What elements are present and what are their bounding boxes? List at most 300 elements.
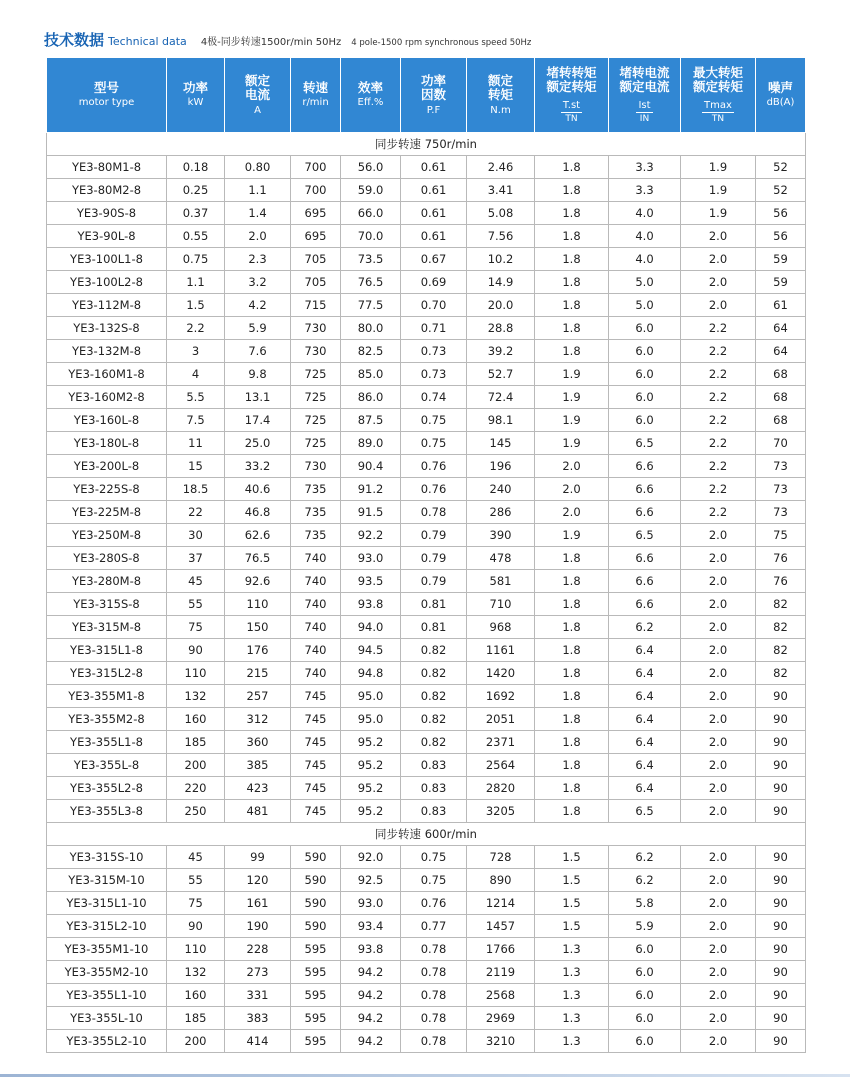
table-row: [47, 1007, 806, 1030]
table-cell: 0.73: [401, 363, 467, 386]
table-cell: 2.2: [681, 386, 756, 409]
table-cell: YE3-225M-8: [47, 501, 167, 524]
table-row: [47, 777, 806, 800]
table-cell: 2.0: [681, 524, 756, 547]
table-cell: 90: [756, 846, 806, 869]
table-row: [47, 961, 806, 984]
header-current: 额定 电流 A: [225, 58, 291, 133]
table-cell: 90: [167, 639, 225, 662]
table-cell: 90: [756, 869, 806, 892]
table-cell: 40.6: [225, 478, 291, 501]
table-cell: 2.0: [681, 685, 756, 708]
table-cell: 94.8: [341, 662, 401, 685]
header-speed: 转速 r/min: [291, 58, 341, 133]
table-row: [47, 639, 806, 662]
table-cell: 14.9: [467, 271, 535, 294]
table-cell: 200: [167, 754, 225, 777]
table-cell: 95.0: [341, 708, 401, 731]
table-cell: 59: [756, 271, 806, 294]
table-cell: 2.2: [167, 317, 225, 340]
table-cell: 0.69: [401, 271, 467, 294]
table-cell: 22: [167, 501, 225, 524]
table-cell: 1.8: [535, 340, 609, 363]
table-cell: 1.4: [225, 202, 291, 225]
table-cell: 740: [291, 662, 341, 685]
table-cell: 25.0: [225, 432, 291, 455]
table-cell: 176: [225, 639, 291, 662]
table-cell: 6.0: [609, 317, 681, 340]
table-row: [47, 294, 806, 317]
table-cell: 90: [756, 777, 806, 800]
table-cell: 1.3: [535, 1007, 609, 1030]
table-cell: 6.4: [609, 662, 681, 685]
table-cell: 18.5: [167, 478, 225, 501]
table-cell: 185: [167, 731, 225, 754]
table-row: [47, 524, 806, 547]
table-cell: YE3-100L1-8: [47, 248, 167, 271]
table-cell: 6.4: [609, 754, 681, 777]
table-cell: 3.2: [225, 271, 291, 294]
table-cell: 73.5: [341, 248, 401, 271]
table-cell: 59.0: [341, 179, 401, 202]
table-row: [47, 1030, 806, 1053]
table-cell: 7.6: [225, 340, 291, 363]
table-cell: 360: [225, 731, 291, 754]
table-cell: 11: [167, 432, 225, 455]
table-row: [47, 708, 806, 731]
table-cell: 2.0: [681, 616, 756, 639]
table-cell: 94.2: [341, 1007, 401, 1030]
table-cell: 68: [756, 386, 806, 409]
table-cell: 1.8: [535, 754, 609, 777]
table-cell: 481: [225, 800, 291, 823]
table-cell: 68: [756, 409, 806, 432]
table-cell: YE3-280M-8: [47, 570, 167, 593]
table-cell: 73: [756, 478, 806, 501]
table-cell: 745: [291, 800, 341, 823]
table-cell: 695: [291, 225, 341, 248]
table-cell: 390: [467, 524, 535, 547]
header-max-torque-ratio: 最大转矩 额定转矩 Tmax TN: [681, 58, 756, 133]
table-cell: YE3-250M-8: [47, 524, 167, 547]
table-cell: 2.0: [681, 800, 756, 823]
table-row: [47, 869, 806, 892]
table-cell: 15: [167, 455, 225, 478]
table-cell: 1.8: [535, 731, 609, 754]
table-cell: 92.0: [341, 846, 401, 869]
table-cell: 0.75: [401, 846, 467, 869]
table-header-row: [47, 58, 806, 133]
table-cell: 1.8: [535, 616, 609, 639]
table-cell: 39.2: [467, 340, 535, 363]
table-row: [47, 409, 806, 432]
table-row: [47, 892, 806, 915]
table-row: [47, 501, 806, 524]
table-cell: 0.55: [167, 225, 225, 248]
table-cell: YE3-80M2-8: [47, 179, 167, 202]
table-cell: 1214: [467, 892, 535, 915]
table-cell: 2371: [467, 731, 535, 754]
table-cell: 6.2: [609, 846, 681, 869]
table-cell: 1.9: [535, 524, 609, 547]
table-cell: 2.0: [681, 271, 756, 294]
table-cell: 4: [167, 363, 225, 386]
table-cell: 590: [291, 915, 341, 938]
table-cell: 196: [467, 455, 535, 478]
table-cell: 1.9: [681, 179, 756, 202]
table-cell: 6.6: [609, 478, 681, 501]
table-cell: 90: [756, 892, 806, 915]
table-cell: YE3-100L2-8: [47, 271, 167, 294]
table-cell: 3210: [467, 1030, 535, 1053]
table-cell: 0.76: [401, 478, 467, 501]
table-cell: 0.78: [401, 961, 467, 984]
table-cell: 6.4: [609, 639, 681, 662]
table-cell: 1.5: [535, 869, 609, 892]
table-cell: 2.0: [225, 225, 291, 248]
table-row: [47, 800, 806, 823]
table-cell: 90: [756, 731, 806, 754]
table-cell: 5.5: [167, 386, 225, 409]
table-cell: 94.2: [341, 961, 401, 984]
table-cell: 745: [291, 754, 341, 777]
table-cell: 2820: [467, 777, 535, 800]
table-body: [47, 133, 806, 1053]
table-cell: 0.61: [401, 202, 467, 225]
table-cell: 1.8: [535, 156, 609, 179]
table-cell: 6.0: [609, 1007, 681, 1030]
table-cell: 2.0: [535, 501, 609, 524]
table-cell: 215: [225, 662, 291, 685]
table-cell: 72.4: [467, 386, 535, 409]
table-cell: 5.0: [609, 271, 681, 294]
document-title: [44, 29, 531, 51]
table-cell: 0.61: [401, 156, 467, 179]
table-cell: 89.0: [341, 432, 401, 455]
table-cell: 28.8: [467, 317, 535, 340]
table-cell: 66.0: [341, 202, 401, 225]
table-cell: 6.6: [609, 501, 681, 524]
table-cell: 735: [291, 478, 341, 501]
table-cell: 0.78: [401, 984, 467, 1007]
table-cell: YE3-225S-8: [47, 478, 167, 501]
table-row: [47, 731, 806, 754]
table-row: [47, 156, 806, 179]
table-cell: 76.5: [225, 547, 291, 570]
table-row: [47, 248, 806, 271]
subtitle-chinese: 4极-同步转速1500r/min 50Hz: [200, 37, 342, 48]
table-cell: 160: [167, 708, 225, 731]
table-row: [47, 593, 806, 616]
table-cell: 740: [291, 547, 341, 570]
subtitle-english: 4 pole-1500 rpm synchronous speed 50Hz: [351, 38, 532, 48]
table-cell: 745: [291, 708, 341, 731]
table-cell: 1692: [467, 685, 535, 708]
table-cell: 1.9: [535, 432, 609, 455]
table-row: [47, 984, 806, 1007]
table-cell: 86.0: [341, 386, 401, 409]
section-label: 同步转速 600r/min: [47, 823, 806, 846]
table-cell: YE3-160M1-8: [47, 363, 167, 386]
section-header-row: [47, 823, 806, 846]
table-cell: 312: [225, 708, 291, 731]
table-cell: 9.8: [225, 363, 291, 386]
table-cell: YE3-355L-10: [47, 1007, 167, 1030]
table-cell: 2.0: [681, 938, 756, 961]
table-cell: 1.8: [535, 202, 609, 225]
table-cell: 120: [225, 869, 291, 892]
table-cell: 45: [167, 570, 225, 593]
table-cell: 0.76: [401, 455, 467, 478]
table-cell: 6.4: [609, 685, 681, 708]
table-cell: 4.0: [609, 248, 681, 271]
table-cell: 150: [225, 616, 291, 639]
table-cell: 0.25: [167, 179, 225, 202]
table-cell: 2.46: [467, 156, 535, 179]
table-cell: 3205: [467, 800, 535, 823]
table-row: [47, 478, 806, 501]
header-power: 功率 kW: [167, 58, 225, 133]
table-cell: 0.81: [401, 593, 467, 616]
table-cell: 590: [291, 869, 341, 892]
table-cell: 700: [291, 179, 341, 202]
table-cell: 1.8: [535, 271, 609, 294]
table-cell: 5.08: [467, 202, 535, 225]
table-row: [47, 662, 806, 685]
header-model: 型号 motor type: [47, 58, 167, 133]
table-cell: YE3-355M2-8: [47, 708, 167, 731]
table-cell: YE3-355L-8: [47, 754, 167, 777]
table-row: [47, 271, 806, 294]
table-cell: 0.78: [401, 938, 467, 961]
table-cell: 73: [756, 455, 806, 478]
table-cell: 2969: [467, 1007, 535, 1030]
table-row: [47, 846, 806, 869]
table-cell: 725: [291, 363, 341, 386]
table-cell: YE3-80M1-8: [47, 156, 167, 179]
table-cell: 273: [225, 961, 291, 984]
table-cell: 0.61: [401, 225, 467, 248]
table-cell: 95.2: [341, 731, 401, 754]
table-cell: 5.9: [225, 317, 291, 340]
table-cell: 2119: [467, 961, 535, 984]
table-cell: 76: [756, 547, 806, 570]
table-cell: 90.4: [341, 455, 401, 478]
table-cell: 414: [225, 1030, 291, 1053]
table-cell: 2.0: [681, 639, 756, 662]
table-cell: 2.0: [681, 547, 756, 570]
table-cell: 70: [756, 432, 806, 455]
table-cell: 0.82: [401, 731, 467, 754]
table-cell: 90: [756, 915, 806, 938]
table-cell: 91.5: [341, 501, 401, 524]
table-cell: 87.5: [341, 409, 401, 432]
table-cell: YE3-112M-8: [47, 294, 167, 317]
table-cell: 85.0: [341, 363, 401, 386]
table-cell: 423: [225, 777, 291, 800]
table-row: [47, 225, 806, 248]
table-cell: 2.2: [681, 501, 756, 524]
table-cell: 37: [167, 547, 225, 570]
table-cell: 0.75: [167, 248, 225, 271]
table-cell: 1.3: [535, 961, 609, 984]
table-cell: 6.0: [609, 1030, 681, 1053]
table-cell: 6.6: [609, 570, 681, 593]
table-cell: 1.8: [535, 248, 609, 271]
table-cell: 1.8: [535, 777, 609, 800]
table-cell: 61: [756, 294, 806, 317]
table-cell: 0.80: [225, 156, 291, 179]
table-row: [47, 616, 806, 639]
table-row: [47, 363, 806, 386]
table-cell: 725: [291, 386, 341, 409]
table-cell: 3.3: [609, 156, 681, 179]
table-cell: YE3-355L3-8: [47, 800, 167, 823]
table-cell: 2.2: [681, 478, 756, 501]
table-row: [47, 179, 806, 202]
table-cell: 17.4: [225, 409, 291, 432]
table-cell: 30: [167, 524, 225, 547]
table-cell: 1.5: [535, 892, 609, 915]
table-cell: 52: [756, 156, 806, 179]
table-cell: 94.2: [341, 1030, 401, 1053]
table-cell: 94.5: [341, 639, 401, 662]
table-cell: 1.5: [535, 915, 609, 938]
table-cell: 75: [756, 524, 806, 547]
table-cell: 1.8: [535, 662, 609, 685]
table-cell: 6.0: [609, 340, 681, 363]
table-cell: YE3-355L1-10: [47, 984, 167, 1007]
table-cell: 1.9: [535, 409, 609, 432]
table-cell: 0.18: [167, 156, 225, 179]
table-cell: 581: [467, 570, 535, 593]
table-cell: 1.8: [535, 179, 609, 202]
table-cell: 478: [467, 547, 535, 570]
table-cell: YE3-160M2-8: [47, 386, 167, 409]
table-cell: YE3-180L-8: [47, 432, 167, 455]
table-cell: 0.79: [401, 524, 467, 547]
header-locked-rotor-current-ratio: 堵转电流 额定电流 Ist IN: [609, 58, 681, 133]
table-cell: 1.1: [167, 271, 225, 294]
table-cell: 0.71: [401, 317, 467, 340]
table-cell: 2.2: [681, 363, 756, 386]
table-cell: 0.79: [401, 570, 467, 593]
table-cell: 90: [167, 915, 225, 938]
table-cell: 90: [756, 685, 806, 708]
table-cell: 94.0: [341, 616, 401, 639]
table-cell: 3.3: [609, 179, 681, 202]
table-cell: 92.6: [225, 570, 291, 593]
table-cell: 740: [291, 570, 341, 593]
table-cell: 695: [291, 202, 341, 225]
table-row: [47, 685, 806, 708]
table-cell: 52.7: [467, 363, 535, 386]
table-cell: 590: [291, 846, 341, 869]
table-cell: 0.75: [401, 409, 467, 432]
table-cell: 99: [225, 846, 291, 869]
table-cell: 1420: [467, 662, 535, 685]
table-cell: 740: [291, 593, 341, 616]
table-cell: 82: [756, 639, 806, 662]
section-header-row: [47, 133, 806, 156]
table-cell: 80.0: [341, 317, 401, 340]
table-cell: 91.2: [341, 478, 401, 501]
table-cell: 90: [756, 754, 806, 777]
table-cell: 132: [167, 961, 225, 984]
table-cell: 2.0: [681, 731, 756, 754]
table-cell: 745: [291, 777, 341, 800]
table-cell: 1.9: [681, 202, 756, 225]
table-cell: 90: [756, 984, 806, 1007]
table-row: [47, 386, 806, 409]
table-cell: 4.0: [609, 202, 681, 225]
table-cell: 0.75: [401, 432, 467, 455]
table-cell: 55: [167, 593, 225, 616]
table-cell: 2568: [467, 984, 535, 1007]
section-label: 同步转速 750r/min: [47, 133, 806, 156]
table-cell: 257: [225, 685, 291, 708]
table-cell: 6.4: [609, 777, 681, 800]
table-cell: 0.70: [401, 294, 467, 317]
table-cell: 52: [756, 179, 806, 202]
table-cell: 1.8: [535, 708, 609, 731]
table-cell: 59: [756, 248, 806, 271]
table-cell: 132: [167, 685, 225, 708]
table-cell: 2.2: [681, 317, 756, 340]
table-cell: 0.67: [401, 248, 467, 271]
table-cell: 10.2: [467, 248, 535, 271]
table-cell: 6.5: [609, 524, 681, 547]
table-cell: 46.8: [225, 501, 291, 524]
table-row: [47, 915, 806, 938]
table-cell: 286: [467, 501, 535, 524]
table-cell: 92.5: [341, 869, 401, 892]
table-row: [47, 938, 806, 961]
table-cell: 68: [756, 363, 806, 386]
table-cell: 0.82: [401, 662, 467, 685]
table-cell: 595: [291, 961, 341, 984]
table-cell: YE3-315L2-10: [47, 915, 167, 938]
table-cell: 64: [756, 317, 806, 340]
table-cell: 6.5: [609, 800, 681, 823]
table-cell: 1.8: [535, 317, 609, 340]
table-row: [47, 317, 806, 340]
title-chinese: 技术数据: [44, 31, 105, 49]
title-english: Technical data: [108, 35, 187, 48]
table-cell: 95.2: [341, 800, 401, 823]
table-cell: 0.74: [401, 386, 467, 409]
table-cell: 0.83: [401, 800, 467, 823]
table-cell: 0.37: [167, 202, 225, 225]
table-cell: 56: [756, 225, 806, 248]
table-cell: 82: [756, 662, 806, 685]
table-cell: 250: [167, 800, 225, 823]
table-cell: 740: [291, 639, 341, 662]
table-cell: 0.73: [401, 340, 467, 363]
table-cell: 6.6: [609, 593, 681, 616]
table-cell: 110: [167, 662, 225, 685]
table-cell: 2.0: [681, 225, 756, 248]
table-cell: 595: [291, 1030, 341, 1053]
table-cell: 75: [167, 616, 225, 639]
footer-divider: [0, 1074, 850, 1077]
table-cell: 2.0: [681, 892, 756, 915]
table-cell: 705: [291, 248, 341, 271]
table-cell: 2.0: [535, 455, 609, 478]
table-cell: 735: [291, 524, 341, 547]
table-cell: 2.0: [681, 915, 756, 938]
table-cell: 6.5: [609, 432, 681, 455]
